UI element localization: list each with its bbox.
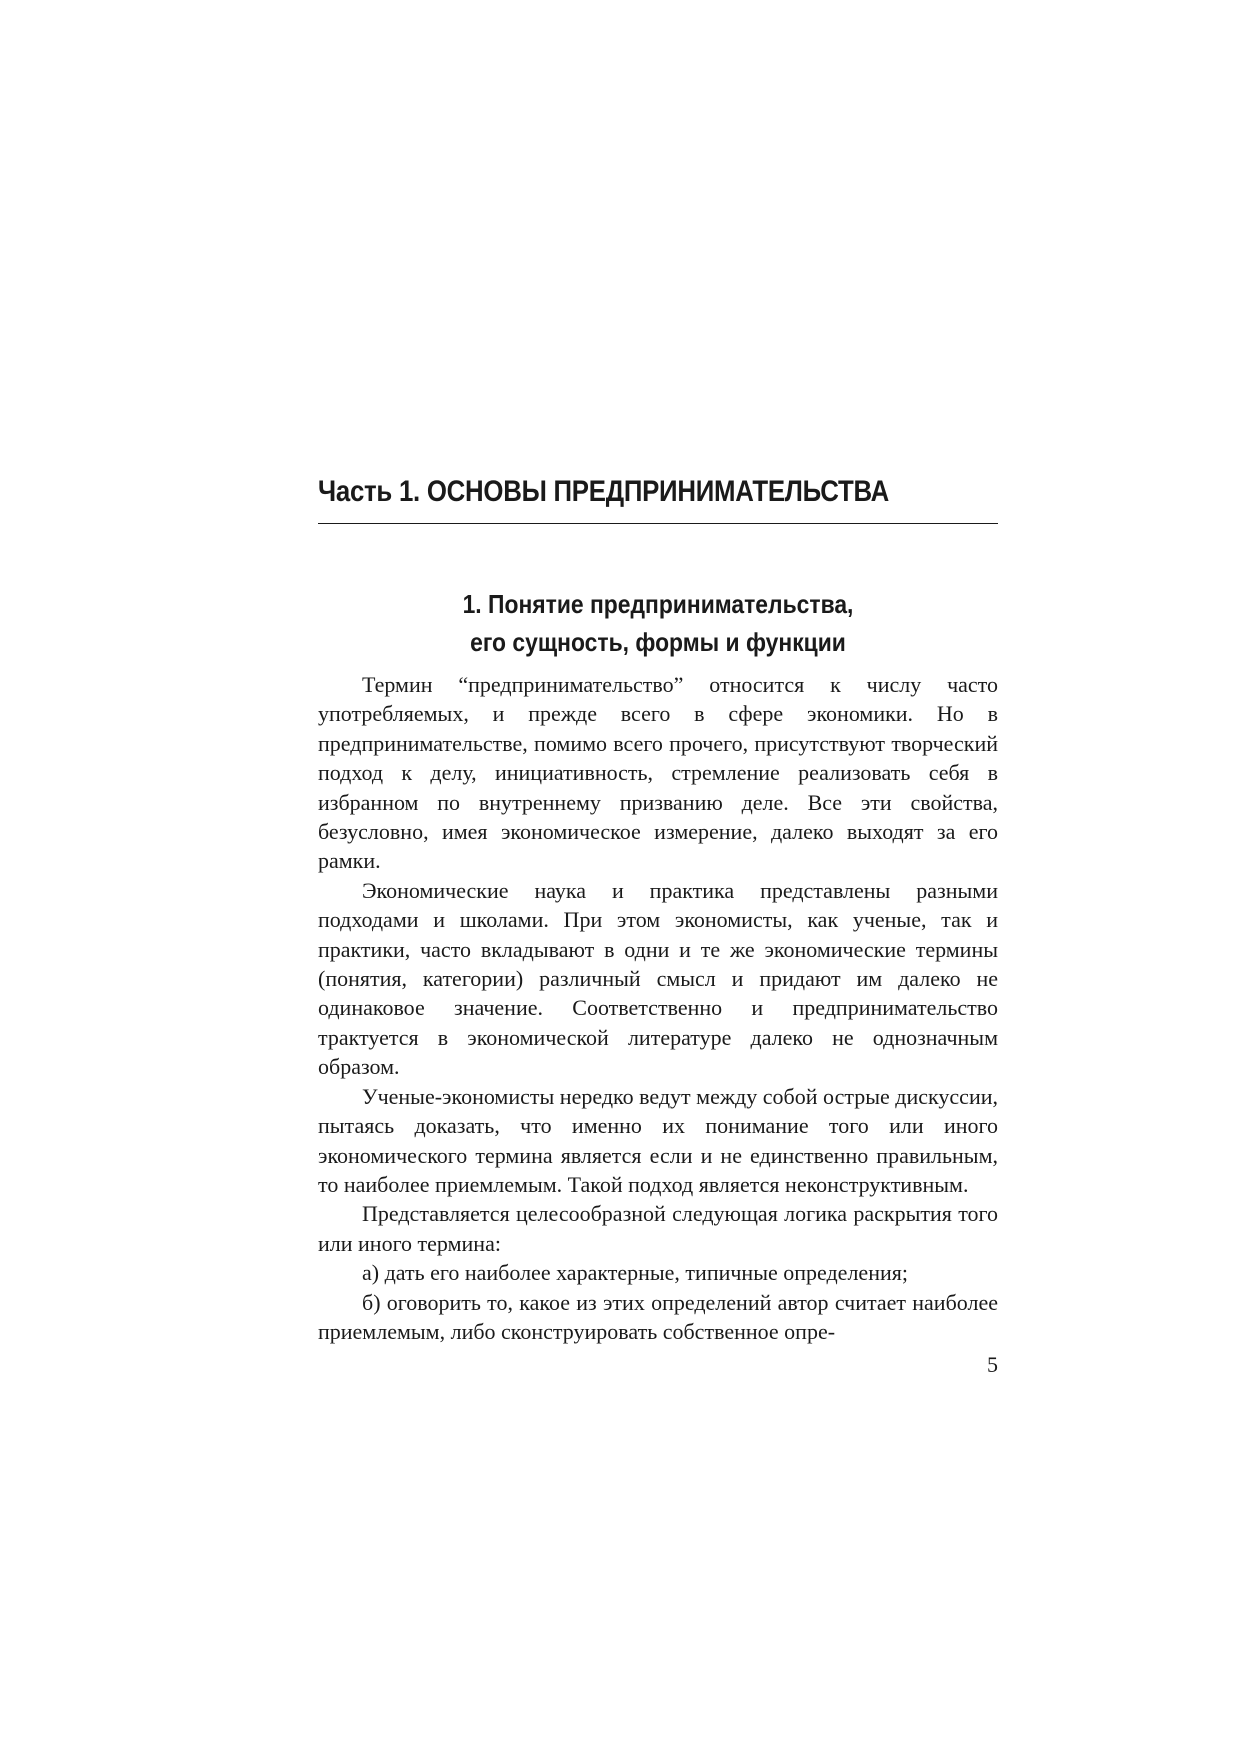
section-title [359, 585, 957, 661]
paragraph-4: Представляется целесообразной следующая логика раскрытия того или иного термина: [318, 1201, 998, 1256]
part-title-underline [318, 523, 998, 524]
paragraph-2: Экономические наука и практика представлены разными подходами и школами. При этом экономисты, как ученые, так и практики, часто вкладывают в одни и те же экономические термины (понятия, категории) различный смысл и придают им далеко не одинаковое значение. Соответственно и предпринимательство трактуется в экономической литературе далеко не однозначным образом. [318, 877, 998, 1080]
list-item-a: а) дать его наиболее характерные, типичные определения; [362, 1260, 908, 1286]
part-title: Часть 1. ОСНОВЫ ПРЕДПРИНИМАТЕЛЬСТВА [318, 475, 889, 508]
list-item-b: б) оговорить то, какое из этих определений автор считает наиболее приемлемым, либо сконструировать собственное опре- [318, 1289, 998, 1344]
paragraph-3: Ученые-экономисты нередко ведут между собой острые дискуссии, пытаясь доказать, что именно их понимание того или иного экономического термина является если и не единственно правильным, то наиболее приемлемым. Такой подход является неконструктивным. [318, 1083, 998, 1197]
page-number: 5 [987, 1352, 998, 1377]
body-text [318, 670, 998, 1346]
section-title-line-2: его сущность, формы и функции [470, 627, 846, 657]
paragraph-1: Термин “предпринимательство” относится к числу часто употребляемых, и прежде всего в сфере экономики. Но в предпринимательстве, помимо всего прочего, присутствуют творческий подход к делу, инициативность, стремление реализовать себя в избранном по внутреннему призванию деле. Все эти свойства, безусловно, имея экономическое измерение, далеко выходят за его рамки. [318, 672, 998, 874]
section-title-line-1: 1. Понятие предпринимательства, [462, 589, 854, 619]
